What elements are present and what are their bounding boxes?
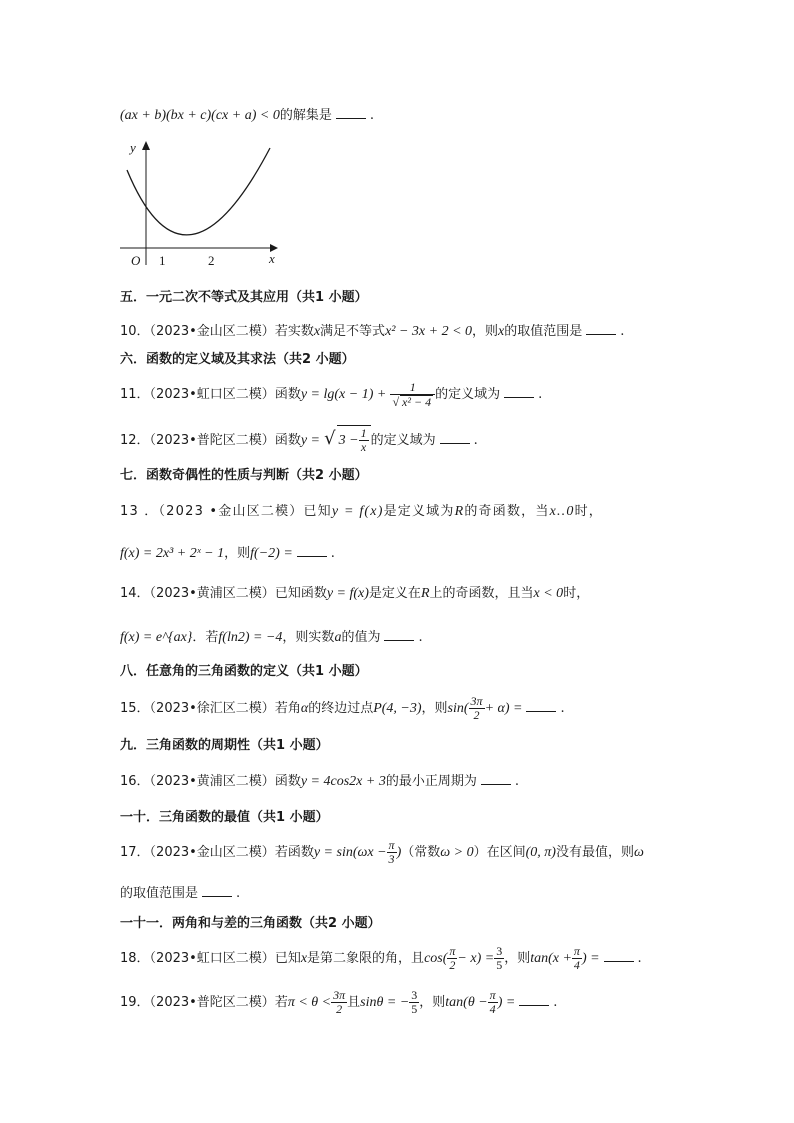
answer-blank[interactable] — [504, 385, 534, 398]
y-axis-label: y — [130, 140, 136, 155]
question-13-line-2: f(x) = 2x³ + 2ˣ − 1，则f(−2) = . — [120, 546, 335, 561]
x-axis-label: x — [269, 251, 275, 266]
section-heading-9: 九．三角函数的周期性（共1 小题） — [120, 738, 329, 753]
answer-blank[interactable] — [481, 772, 511, 785]
fraction: $\frac{\pi}{4}$ — [573, 944, 580, 972]
section-heading-5: 五．一元二次不等式及其应用（共1 小题） — [120, 290, 368, 305]
fraction: $\frac{\pi}{3}$ — [388, 838, 395, 866]
parabola-graph — [115, 138, 285, 268]
fraction: $\frac{3}{5}$ — [411, 988, 418, 1016]
answer-blank[interactable] — [202, 884, 232, 897]
tick-label-2: 2 — [208, 253, 215, 268]
answer-blank[interactable] — [336, 106, 366, 119]
section-heading-8: 八．任意角的三角函数的定义（共1 小题） — [120, 664, 368, 679]
square-root: 3 − $\frac{1}{x}$ — [337, 425, 371, 456]
section-heading-6: 六．函数的定义域及其求法（共2 小题） — [120, 352, 355, 367]
answer-blank[interactable] — [297, 544, 327, 557]
parabola-curve — [127, 148, 270, 235]
section-heading-7: 七．函数奇偶性的性质与判断（共2 小题） — [120, 468, 368, 483]
fraction: $\frac{3}{5}$ — [496, 944, 503, 972]
question-18: 18．（2023•虹口区二模）已知x是第二象限的角，且cos( $\frac{\pi}{2}$ − x) = $\frac{3}{5}$ ，则tan(x + $\frac{\pi}{4}$ ) = . — [120, 944, 642, 972]
answer-blank[interactable] — [604, 949, 634, 962]
intro-expression: (ax + b)(bx + c)(cx + a) < 0 — [120, 108, 280, 123]
answer-blank[interactable] — [519, 993, 549, 1006]
fraction: $\frac{3\pi}{2}$ — [333, 988, 346, 1016]
fraction: $\frac{\pi}{2}$ — [449, 944, 456, 972]
tick-label-1: 1 — [159, 253, 166, 268]
question-11: 11．（2023•虹口区二模）函数y = lg(x − 1) + $\frac{1}{\text{√ x² − 4}}$ 的定义域为 . — [120, 379, 543, 409]
answer-blank[interactable] — [440, 431, 470, 444]
question-17-line-1: 17．（2023•金山区二模）若函数y = sin(ωx − $\frac{\pi}{3}$ )（常数ω > 0）在区间(0, π)没有最值，则ω — [120, 838, 644, 866]
answer-blank[interactable] — [586, 322, 616, 335]
question-12: 12．（2023•普陀区二模）函数y = √ 3 − $\frac{1}{x}$ 的定义域为 . — [120, 426, 478, 454]
y-axis-arrow — [142, 141, 150, 150]
question-10: 10．（2023•金山区二模）若实数x满足不等式x² − 3x + 2 < 0，则x的取值范围是 . — [120, 324, 625, 339]
fraction: $\frac{3\pi}{2}$ — [470, 694, 483, 722]
section-heading-10: 一十．三角函数的最值（共1 小题） — [120, 810, 329, 825]
fraction: $\frac{\pi}{4}$ — [489, 988, 496, 1016]
fraction: $\frac{1}{\text{√ x² − 4}}$ — [390, 381, 435, 409]
answer-blank[interactable] — [526, 699, 556, 712]
question-15: 15．（2023•徐汇区二模）若角α的终边过点P(4, −3)，则sin( $\frac{3\pi}{2}$ + α) = . — [120, 694, 565, 722]
question-16: 16．（2023•黄浦区二模）函数y = 4cos2x + 3的最小正周期为 . — [120, 774, 519, 789]
question-13-line-1: 13 ．（2023 •金山区二模）已知y = f(x)是定义域为R的奇函数，当x..0时， — [120, 504, 603, 519]
origin-label: O — [131, 253, 141, 268]
question-14-line-2: f(x) = e^{ax}．若f(ln2) = −4，则实数a的值为 . — [120, 630, 423, 645]
intro-question-line: (ax + b)(bx + c)(cx + a) < 0的解集是 . — [120, 108, 374, 123]
section-heading-11: 一十一．两角和与差的三角函数（共2 小题） — [120, 916, 381, 931]
question-17-line-2: 的取值范围是 . — [120, 886, 241, 901]
intro-text: 的解集是 — [279, 108, 332, 123]
answer-blank[interactable] — [384, 628, 414, 641]
question-14-line-1: 14．（2023•黄浦区二模）已知函数y = f(x)是定义在R上的奇函数，且当x < 0时， — [120, 586, 590, 601]
question-19: 19．（2023•普陀区二模）若π < θ < $\frac{3\pi}{2}$ 且sinθ = − $\frac{3}{5}$ ，则tan(θ − $\frac{\pi}{4}$ ) = . — [120, 988, 558, 1016]
